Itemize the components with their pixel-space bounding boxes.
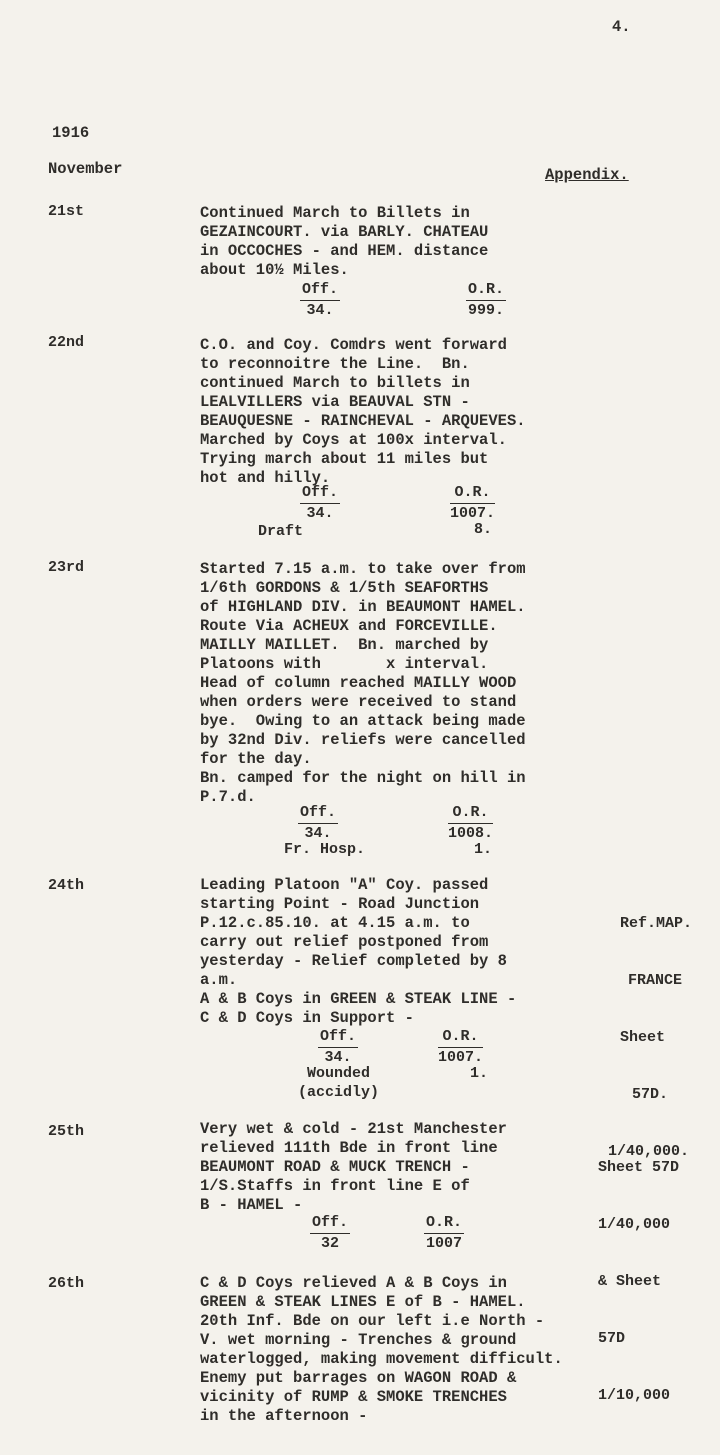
draft-count: 8. <box>474 521 493 538</box>
month: November <box>48 160 123 178</box>
entry-line: vicinity of RUMP & SMOKE TRENCHES <box>200 1388 507 1406</box>
other-ranks-count: 1007. <box>438 1049 484 1066</box>
other-ranks-count: 1008. <box>448 825 494 842</box>
map-ref-line: & Sheet <box>598 1273 662 1290</box>
entry-date: 23rd <box>48 559 85 576</box>
entry-line: Platoons with x interval. <box>200 655 489 673</box>
officers-count: 32 <box>321 1235 340 1252</box>
entry-line: relieved 111th Bde in front line <box>200 1139 498 1157</box>
hospital-label: Fr. Hosp. <box>284 841 366 858</box>
entry-line: B - HAMEL - <box>200 1196 303 1214</box>
entry-line: when orders were received to stand <box>200 693 517 711</box>
map-ref-line: 1/40,000 <box>598 1216 671 1233</box>
entry-date: 25th <box>48 1123 85 1140</box>
other-ranks-label: O.R. <box>438 1028 483 1048</box>
entry-line: GEZAINCOURT. via BARLY. CHATEAU <box>200 223 489 241</box>
entry-line: Route Via ACHEUX and FORCEVILLE. <box>200 617 498 635</box>
officers-strength <box>300 484 340 523</box>
entry-date: 26th <box>48 1275 85 1292</box>
map-ref-line: Sheet <box>620 1029 666 1046</box>
officers-strength <box>300 281 340 320</box>
other-ranks-label: O.R. <box>424 1214 464 1234</box>
entry-line: bye. Owing to an attack being made <box>200 712 526 730</box>
page-number: 4. <box>612 18 631 36</box>
officers-label: Off. <box>300 484 340 504</box>
entry-line: C & D Coys in Support - <box>200 1009 414 1027</box>
entry-line: a.m. <box>200 971 238 989</box>
map-ref-line: 57D <box>598 1330 626 1347</box>
other-ranks-strength <box>424 1214 464 1253</box>
entry-line: P.7.d. <box>200 788 256 806</box>
draft-label: Draft <box>258 523 304 540</box>
entry-line: 20th Inf. Bde on our left i.e North - <box>200 1312 545 1330</box>
entry-line: starting Point - Road Junction <box>200 895 480 913</box>
officers-label: Off. <box>318 1028 358 1048</box>
wounded-label: Wounded (accidly) <box>298 1065 380 1101</box>
map-reference <box>598 1120 679 1443</box>
officers-strength <box>318 1028 358 1067</box>
other-ranks-label: O.R. <box>448 804 493 824</box>
map-ref-line: 57D. <box>632 1086 669 1103</box>
entry-line: Very wet & cold - 21st Manchester <box>200 1120 507 1138</box>
officers-strength <box>298 804 338 843</box>
other-ranks-label: O.R. <box>466 281 506 301</box>
entry-date: 24th <box>48 877 85 894</box>
officers-count: 34. <box>306 302 334 319</box>
other-ranks-count: 1007. <box>450 505 496 522</box>
entry-line: Trying march about 11 miles but <box>200 450 489 468</box>
officers-count: 34. <box>324 1049 352 1066</box>
other-ranks-strength <box>450 484 495 523</box>
entry-line: MAILLY MAILLET. Bn. marched by <box>200 636 489 654</box>
entry-date: 22nd <box>48 334 85 351</box>
entry-line: 1/S.Staffs in front line E of <box>200 1177 470 1195</box>
other-ranks-count: 1007 <box>426 1235 463 1252</box>
entry-line: waterlogged, making movement difficult. <box>200 1350 563 1368</box>
entry-line: Bn. camped for the night on hill in <box>200 769 526 787</box>
wounded-count: 1. <box>470 1065 489 1082</box>
officers-label: Off. <box>310 1214 350 1234</box>
entry-line: LEALVILLERS via BEAUVAL STN - <box>200 393 470 411</box>
officers-label: Off. <box>300 281 340 301</box>
map-ref-line: 1/40,000. <box>608 1143 690 1160</box>
entry-line: of HIGHLAND DIV. in BEAUMONT HAMEL. <box>200 598 526 616</box>
entry-line: about 10½ Miles. <box>200 261 349 279</box>
entry-line: Enemy put barrages on WAGON ROAD & <box>200 1369 517 1387</box>
map-ref-line: FRANCE <box>628 972 683 989</box>
entry-line: A & B Coys in GREEN & STEAK LINE - <box>200 990 517 1008</box>
entry-line: Head of column reached MAILLY WOOD <box>200 674 517 692</box>
other-ranks-strength <box>438 1028 483 1067</box>
officers-count: 34. <box>306 505 334 522</box>
entry-line: V. wet morning - Trenches & ground <box>200 1331 517 1349</box>
entry-date: 21st <box>48 203 85 220</box>
entry-line: in the afternoon - <box>200 1407 368 1425</box>
entry-line: Leading Platoon "A" Coy. passed <box>200 876 489 894</box>
entry-line: carry out relief postponed from <box>200 933 489 951</box>
entry-line: to reconnoitre the Line. Bn. <box>200 355 470 373</box>
entry-line: in OCCOCHES - and HEM. distance <box>200 242 489 260</box>
entry-line: continued March to billets in <box>200 374 470 392</box>
map-ref-line: Sheet 57D <box>598 1159 680 1176</box>
entry-line: Started 7.15 a.m. to take over from <box>200 560 526 578</box>
entry-line: BEAUQUESNE - RAINCHEVAL - ARQUEVES. <box>200 412 526 430</box>
officers-strength <box>310 1214 350 1253</box>
other-ranks-strength <box>448 804 493 843</box>
officers-label: Off. <box>298 804 338 824</box>
appendix-heading: Appendix. <box>545 166 629 184</box>
entry-line: P.12.c.85.10. at 4.15 a.m. to <box>200 914 470 932</box>
year: 1916 <box>52 124 90 142</box>
entry-line: hot and hilly. <box>200 469 331 487</box>
map-ref-line: 1/10,000 <box>598 1387 671 1404</box>
entry-line: for the day. <box>200 750 312 768</box>
map-ref-line: Ref.MAP. <box>620 915 693 932</box>
entry-line: yesterday - Relief completed by 8 <box>200 952 507 970</box>
entry-line: 1/6th GORDONS & 1/5th SEAFORTHS <box>200 579 489 597</box>
other-ranks-count: 999. <box>468 302 505 319</box>
entry-line: by 32nd Div. reliefs were cancelled <box>200 731 526 749</box>
entry-line: Continued March to Billets in <box>200 204 470 222</box>
officers-count: 34. <box>304 825 332 842</box>
entry-line: GREEN & STEAK LINES E of B - HAMEL. <box>200 1293 526 1311</box>
other-ranks-strength <box>466 281 506 320</box>
hospital-count: 1. <box>474 841 493 858</box>
entry-line: C.O. and Coy. Comdrs went forward <box>200 336 507 354</box>
entry-line: C & D Coys relieved A & B Coys in <box>200 1274 507 1292</box>
entry-line: Marched by Coys at 100x interval. <box>200 431 507 449</box>
other-ranks-label: O.R. <box>450 484 495 504</box>
entry-line: BEAUMONT ROAD & MUCK TRENCH - <box>200 1158 470 1176</box>
